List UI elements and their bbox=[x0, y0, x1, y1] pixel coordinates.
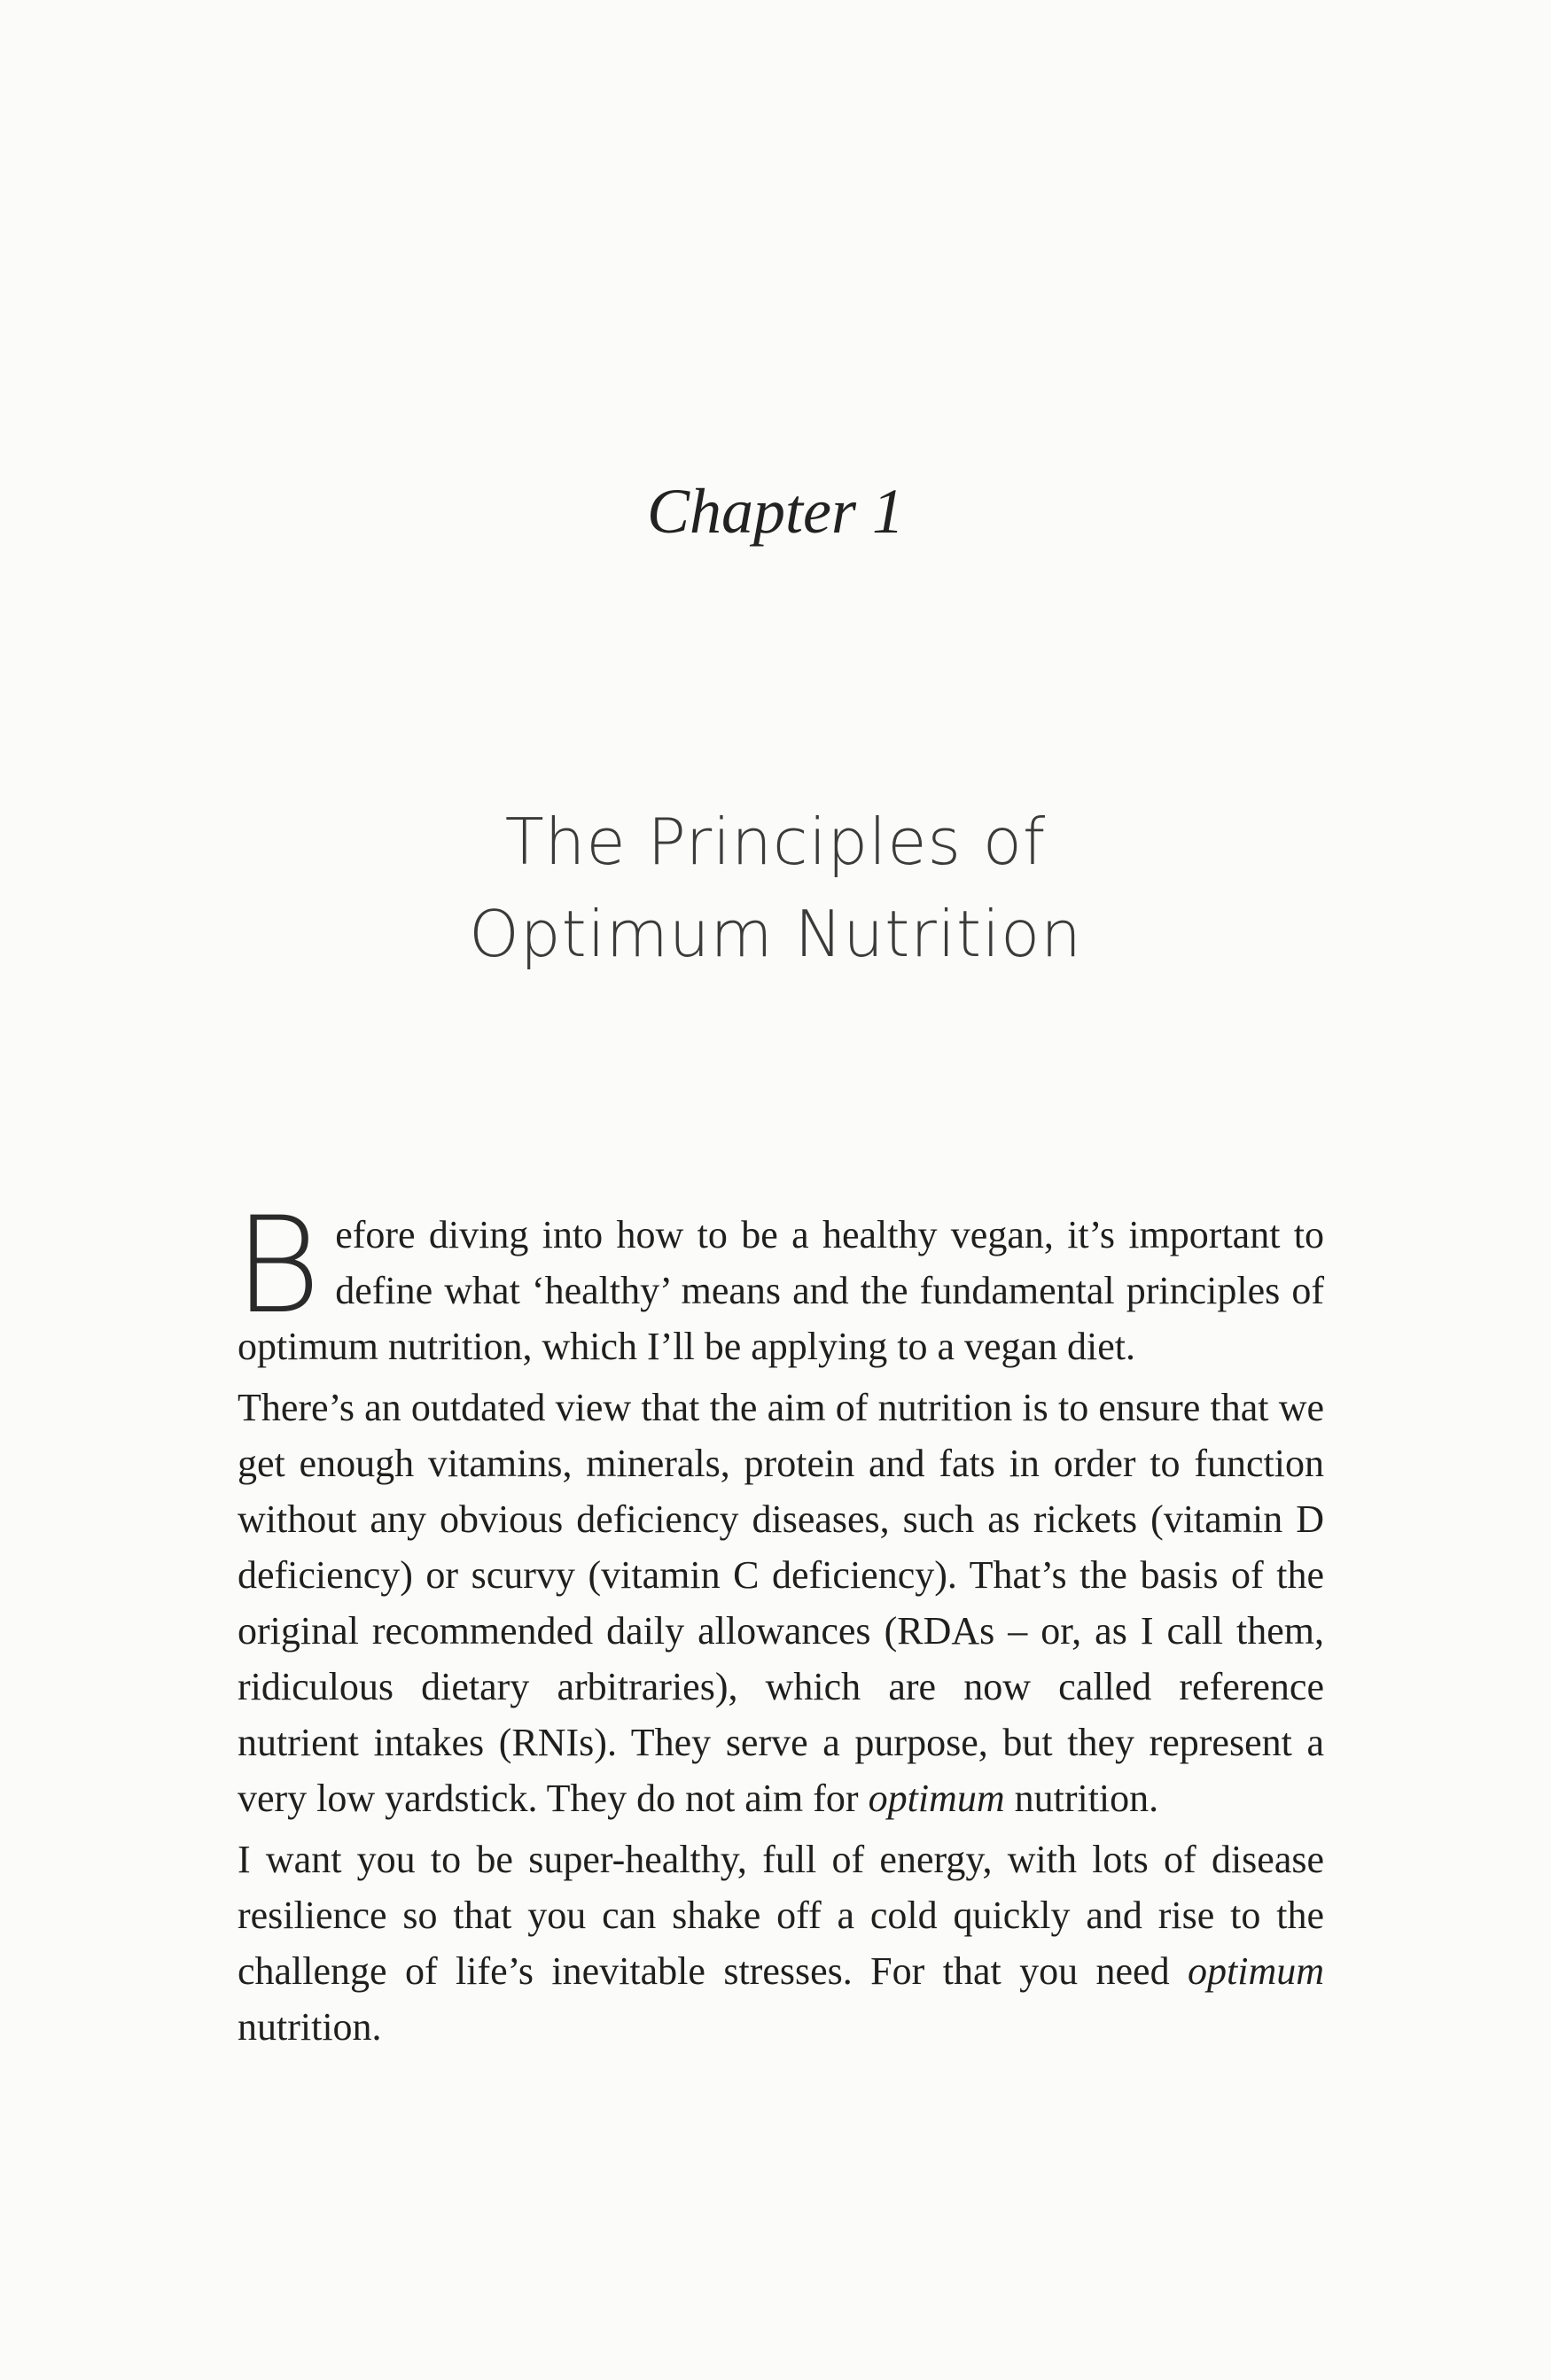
paragraph-3-text-a: I want you to be super-healthy, full of energy, with lots of disease resilience so that you can shake off a cold quickly and rise to the challenge of life’s inevitable stresses. For that you need bbox=[238, 1838, 1324, 1993]
body-text bbox=[234, 1189, 1324, 2055]
paragraph-2-text-a: There’s an outdated view that the aim of nutrition is to ensure that we get enough vitamins, minerals, protein and fats in order to function without any obvious deficiency diseases, such as rickets (vitamin D deficiency) or scurvy (vitamin C deficiency). That’s the basis of the original recommended daily allowances (RDAs – or, as I call them, ridiculous dietary arbitraries), which are now called reference nutrient intakes (RNIs). They serve a purpose, but they represent a very low yardstick. They do not aim for bbox=[238, 1386, 1324, 1820]
paragraph-3-text-b: nutrition. bbox=[238, 2005, 382, 2049]
paragraph-1 bbox=[234, 1189, 1324, 1374]
chapter-number: Chapter 1 bbox=[646, 476, 904, 547]
chapter-title bbox=[0, 796, 1551, 980]
chapter-title-line-2: Optimum Nutrition bbox=[469, 897, 1082, 971]
paragraph-1-text: efore diving into how to be a healthy vegan, it’s important to define what ‘healthy’ means and the fundamental principles of optimum nutrition, which I’ll be applying to a vegan diet. bbox=[238, 1213, 1324, 1368]
paragraph-3-emphasis: optimum bbox=[1188, 1949, 1324, 1993]
paragraph-2 bbox=[238, 1380, 1324, 1826]
paragraph-3 bbox=[238, 1832, 1324, 2055]
chapter-title-line-1: The Principles of bbox=[504, 805, 1047, 879]
drop-cap: B bbox=[234, 1189, 322, 1343]
paragraph-2-emphasis: optimum bbox=[868, 1777, 1005, 1820]
paragraph-2-text-b: nutrition. bbox=[1004, 1777, 1159, 1820]
